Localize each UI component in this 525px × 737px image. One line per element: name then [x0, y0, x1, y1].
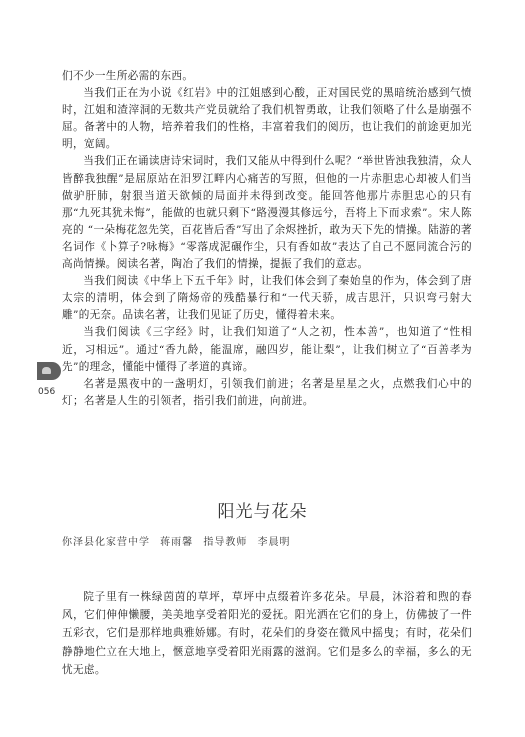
paragraph: 们不少一生所必需的东西。 [62, 70, 194, 82]
paragraph: 院子里有一株绿茵茵的草坪，草坪中点缀着许多花朵。早晨，沐浴着和煦的春风，它们伸伸懒腰，美美地享受着阳光的爱抚。阳光洒在它们的身上，仿佛披了一件五彩衣，它们是那样地典雅娇娜。有时，花朵们的身姿在微风中摇曳；有时，花朵们静静地伫立在大地上，愜意地享受着阳光雨露的滋润。它们是多么的幸福，多么的无忧无虑。 [62, 591, 472, 676]
page-marker-icon [37, 362, 61, 380]
paragraph: 当我们阅读《中华上下五千年》时，让我们体会到了秦始皇的作为，体会到了唐太宗的清明，体会到了隋炀帝的残酷暴行和“一代天骄，成吉思汗，只识弯弓射大雕”的无奈。品读名著，让我们见证了历史，懂得着未来。 [62, 275, 472, 322]
article-byline: 你泽县化家营中学 蒋雨馨 指导教师 李晨明 [62, 537, 291, 548]
paragraph: 当我们阅读《三字经》时，让我们知道了“人之初，性本善”，也知道了“性相近，习相远”。通过“香九龄，能温席，融四岁，能让梨”，让我们树立了“百善孝为先”的理念，懂能中懂得了孝道的真谛。 [62, 326, 472, 373]
article-body [62, 588, 472, 679]
page-number: 056 [38, 387, 56, 397]
paragraph: 当我们正在为小说《红岩》中的江姐感到心酸，正对国民党的黑暗统治感到气愤时，江姐和渣滓洞的无数共产党员就给了我们机智勇敢，让我们领略了什么是崩强不屈。备著中的人物，培养着我们的性格，丰富着我们的阅历，也让我们的前途更加光明，宽阔。 [62, 87, 472, 151]
paragraph: 名著是黑夜中的一盏明灯，引领我们前进；名著是星星之火，点燃我们心中的灯；名著是人生的引领者，指引我们前进，向前进。 [62, 377, 472, 407]
paragraph: 当我们正在诵读唐诗宋词时，我们又能从中得到什么呢？“举世皆浊我独清，众人皆醉我独醒”是屈原站在汨罗江畔内心痛苦的写照，但他的一片赤胆忠心却被人们当做驴肝肺，射狠当道天欲倾的局面并未得到改变。能回答他那片赤胆忠心的只有那“九死其犹未悔”，能做的也就只剩下“路漫漫其修远兮，吾将上下而求索”。宋人陈亮的 “一朵梅花忽先笑，百花皆后香”写出了余烬挫折，敢为天下先的情操。陆游的著名词作《卜算子?咏梅》“零落成泥碾作尘，只有香如故”表达了自己不愿同流合污的高尚情操。阅读名著，陶冶了我们的情操，提振了我们的意志。 [62, 155, 472, 271]
essay-continuation [62, 68, 472, 410]
article-title: 阳光与花朵 [217, 502, 308, 522]
